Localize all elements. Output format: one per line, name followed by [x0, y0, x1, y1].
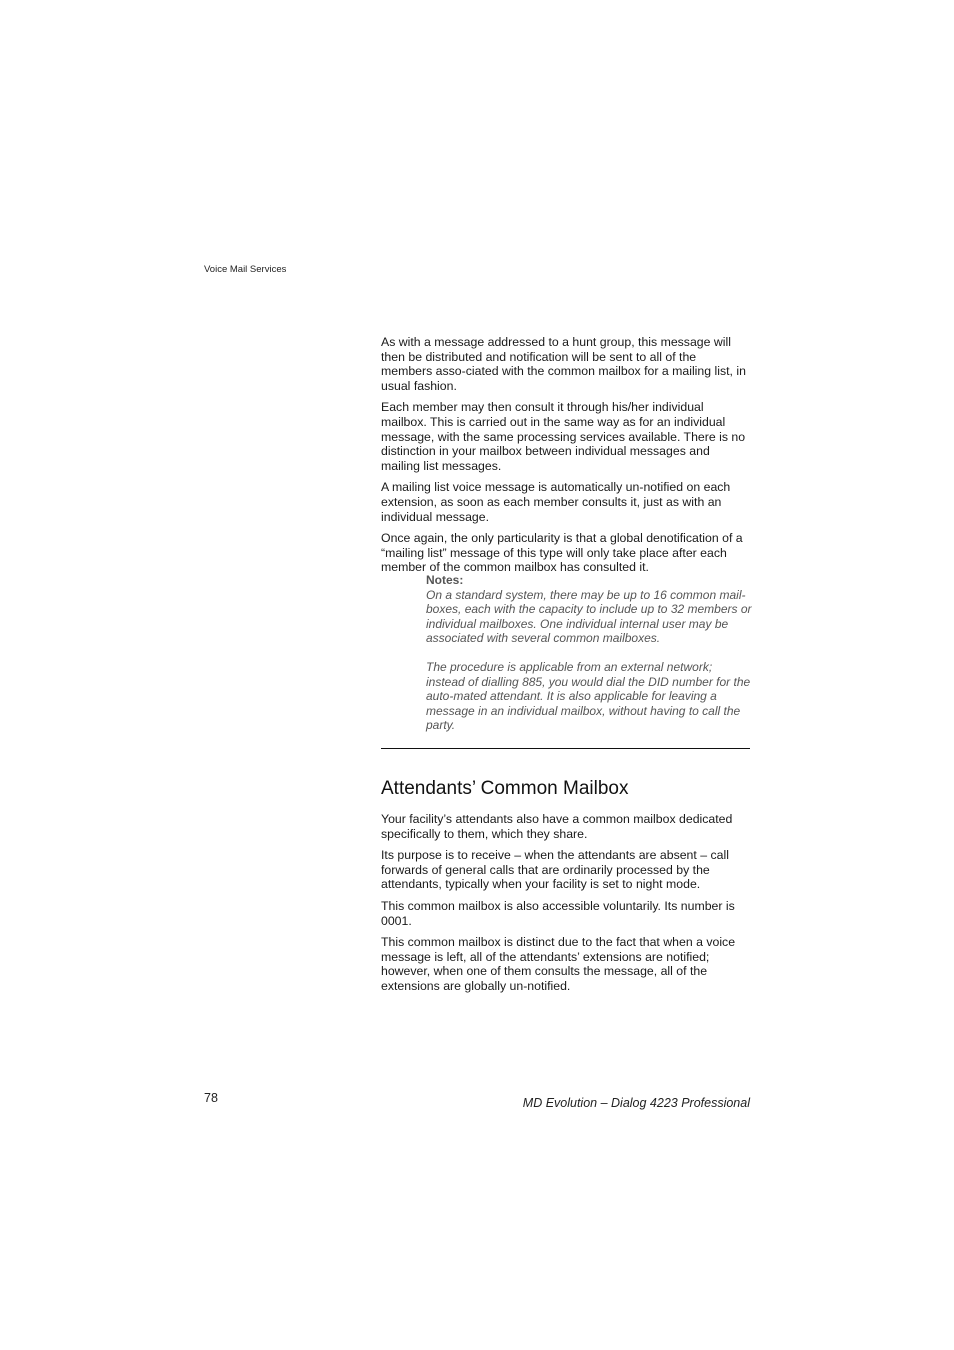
section-heading: Attendants’ Common Mailbox	[381, 778, 629, 799]
section-paragraph: This common mailbox is also accessible voluntarily. Its number is 0001.	[381, 898, 735, 928]
section-paragraph: Your facility’s attendants also have a common mailbox dedicated specifically to them, which they share.	[381, 812, 733, 841]
footer-document-title: MD Evolution – Dialog 4223 Professional	[522, 1096, 750, 1110]
section-divider	[381, 748, 750, 749]
section-text-block	[381, 812, 750, 1001]
intro-text-block	[381, 335, 750, 582]
notes-block	[426, 573, 752, 747]
note-paragraph: The procedure is applicable from an external network; instead of dialling 885, you would dial the DID number for the auto-mated attendant. It is also applicable for leaving a message in an individual mailbox, without having to call the party.	[426, 660, 751, 732]
running-header: Voice Mail Services	[204, 264, 287, 275]
intro-paragraph: Once again, the only particularity is that a global denotification of a “mailing list” message of this type will only take place after each member of the common mailbox has consulted it.	[381, 531, 743, 575]
notes-title: Notes:	[426, 573, 464, 587]
intro-paragraph: As with a message addressed to a hunt group, this message will then be distributed and notification will be sent to all of the members asso-ciated with the common mailbox for a mailing list, in usual fashion.	[381, 335, 746, 393]
intro-paragraph: A mailing list voice message is automatically un-notified on each extension, as soon as each member consults it, just as with an individual message.	[381, 480, 731, 524]
section-paragraph: This common mailbox is distinct due to the fact that when a voice message is left, all of the attendants’ extensions are notified; however, when one of them consults the message, all of the extensions are globally un-notified.	[381, 935, 736, 993]
page-number: 78	[204, 1091, 218, 1105]
section-paragraph: Its purpose is to receive – when the attendants are absent – call forwards of general calls that are ordinarily processed by the attendants, typically when your facility is set to night mode.	[381, 848, 729, 892]
note-paragraph: On a standard system, there may be up to 16 common mail-boxes, each with the capacity to include up to 32 members or individual mailboxes. One individual internal user may be associated with several common mailboxes.	[426, 587, 752, 645]
intro-paragraph: Each member may then consult it through his/her individual mailbox. This is carried out in the same way as for an individual message, with the same processing services available. There is no distinction in your mailbox between individual messages and mailing list messages.	[381, 400, 746, 473]
